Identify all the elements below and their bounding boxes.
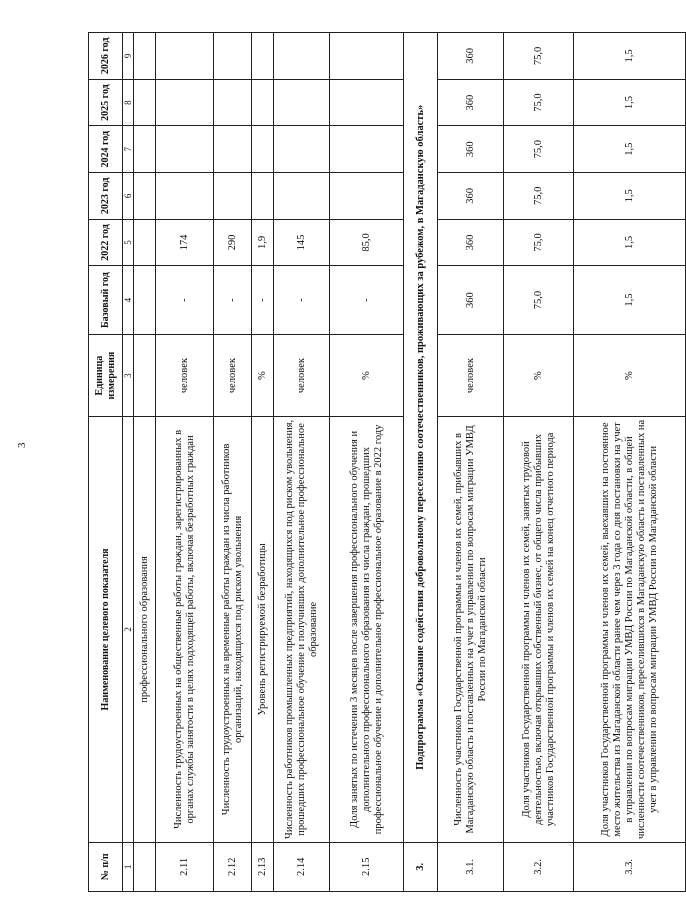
- cell-base: 360: [438, 266, 504, 335]
- cell-y2022: 360: [438, 219, 504, 266]
- cell-base: -: [214, 266, 252, 335]
- indicator-table-rotated: [88, 32, 659, 892]
- cell-unit: человек: [274, 334, 330, 416]
- cell-y2024: [274, 126, 330, 173]
- cell-base: 75,0: [504, 266, 574, 335]
- header-name: Наименование целевого показателя: [89, 417, 123, 842]
- cell-y2022: 145: [274, 219, 330, 266]
- cell-y2023: [274, 173, 330, 220]
- header-2024: 2024 год: [89, 126, 123, 173]
- cell-y2025: [274, 79, 330, 126]
- cell-y2026: 360: [438, 33, 504, 80]
- cell-y2026: [274, 33, 330, 80]
- cell-unit: %: [252, 334, 274, 416]
- cell-name: Численность трудоустроенных на общественные работы граждан, зарегистрированных в органах службы занятости в целях подходящей работы, включая безработных граждан: [156, 417, 214, 842]
- cell-num: 3.2.: [504, 842, 574, 891]
- cell-y2023: [330, 173, 404, 220]
- table-row: [574, 33, 686, 892]
- table-row: [214, 33, 252, 892]
- cell-y2024: [134, 126, 156, 173]
- indicator-table: [88, 32, 686, 892]
- header-num: № п/п: [89, 842, 123, 891]
- cell-base: [134, 266, 156, 335]
- col-number: 5: [123, 219, 134, 266]
- cell-y2022: 75,0: [504, 219, 574, 266]
- cell-y2025: [214, 79, 252, 126]
- cell-y2022: 85,0: [330, 219, 404, 266]
- cell-num: [134, 842, 156, 891]
- cell-num: 3.1.: [438, 842, 504, 891]
- col-number: 2: [123, 417, 134, 842]
- cell-unit: %: [504, 334, 574, 416]
- header-row: [89, 33, 123, 892]
- cell-y2026: [252, 33, 274, 80]
- cell-y2024: [156, 126, 214, 173]
- cell-y2023: [252, 173, 274, 220]
- cell-y2024: [214, 126, 252, 173]
- header-base: Базовый год: [89, 266, 123, 335]
- header-2026: 2026 год: [89, 33, 123, 80]
- cell-y2023: [156, 173, 214, 220]
- cell-y2025: [156, 79, 214, 126]
- col-number: 1: [123, 842, 134, 891]
- subprogram-row: [404, 33, 438, 892]
- table-row: [252, 33, 274, 892]
- cell-num: 3.: [404, 842, 438, 891]
- col-number: 6: [123, 173, 134, 220]
- cell-y2025: 75,0: [504, 79, 574, 126]
- header-unit: Единица измерения: [89, 334, 123, 416]
- header-2023: 2023 год: [89, 173, 123, 220]
- cell-y2024: 75,0: [504, 126, 574, 173]
- cell-base: 1,5: [574, 266, 686, 335]
- cell-base: -: [330, 266, 404, 335]
- page-number: 3: [16, 442, 28, 448]
- col-number: 9: [123, 33, 134, 80]
- cell-y2022: 1,5: [574, 219, 686, 266]
- cell-base: -: [156, 266, 214, 335]
- cell-unit: человек: [438, 334, 504, 416]
- cell-y2023: 1,5: [574, 173, 686, 220]
- col-number: 8: [123, 79, 134, 126]
- cell-name: Уровень регистрируемой безработицы: [252, 417, 274, 842]
- cell-num: 2.11: [156, 842, 214, 891]
- cell-unit: %: [330, 334, 404, 416]
- header-2022: 2022 год: [89, 219, 123, 266]
- cell-unit: человек: [214, 334, 252, 416]
- table-body: [134, 33, 686, 892]
- cell-y2024: [252, 126, 274, 173]
- cell-name: Доля участников Государственной программы и членов их семей, выехавших на постоянное место жительства из Магаданской области ранее чем через 3 года со дня постановки на учет в управлении по вопросам миграции УМВД России по Магаданской области, в общей численности соотечественников, переселившихся в Магаданскую область и поставленных на учет в управлении по вопросам миграции УМВД России по Магаданской области: [574, 417, 686, 842]
- cell-num: 2.14: [274, 842, 330, 891]
- column-number-row: [123, 33, 134, 892]
- cell-unit: человек: [156, 334, 214, 416]
- cell-num: 2.13: [252, 842, 274, 891]
- cell-unit: %: [574, 334, 686, 416]
- cell-y2023: 75,0: [504, 173, 574, 220]
- cell-y2024: 360: [438, 126, 504, 173]
- cell-y2025: 1,5: [574, 79, 686, 126]
- cell-num: 2.15: [330, 842, 404, 891]
- cell-y2024: 1,5: [574, 126, 686, 173]
- cell-y2023: [214, 173, 252, 220]
- table-row: [134, 33, 156, 892]
- cell-y2025: [330, 79, 404, 126]
- table-row: [438, 33, 504, 892]
- cell-base: -: [252, 266, 274, 335]
- cell-y2025: [134, 79, 156, 126]
- table-row: [274, 33, 330, 892]
- cell-unit: [134, 334, 156, 416]
- cell-name: Численность участников Государственной программы и членов их семей, прибывших в Магаданскую область и поставленных на учет в управлении по вопросам миграции УМВД России по Магаданской области: [438, 417, 504, 842]
- header-2025: 2025 год: [89, 79, 123, 126]
- cell-num: 2.12: [214, 842, 252, 891]
- cell-y2024: [330, 126, 404, 173]
- table-row: [156, 33, 214, 892]
- cell-y2026: 75,0: [504, 33, 574, 80]
- col-number: 4: [123, 266, 134, 335]
- cell-y2022: 1,9: [252, 219, 274, 266]
- cell-name: Доля участников Государственной программы и членов их семей, занятых трудовой деятельностью, включая открывших собственный бизнес, от общего числа прибывших участников Государственной программы и членов их семей на конец отчетного периода: [504, 417, 574, 842]
- cell-y2025: [252, 79, 274, 126]
- cell-y2026: [330, 33, 404, 80]
- cell-y2025: 360: [438, 79, 504, 126]
- col-number: 3: [123, 334, 134, 416]
- cell-base: -: [274, 266, 330, 335]
- cell-name: Численность работников промышленных предприятий, находящихся под риском увольнения, прошедших профессиональное обучение и получивших дополнительное профессиональное образование: [274, 417, 330, 842]
- cell-num: 3.3.: [574, 842, 686, 891]
- cell-name: профессионального образования: [134, 417, 156, 842]
- cell-y2023: 360: [438, 173, 504, 220]
- cell-y2026: [156, 33, 214, 80]
- cell-name: Доля занятых по истечении 3 месяцев после завершения профессионального обучения и дополнительного профессионального образования из числа граждан, прошедших профессиональное обучение и дополнительное профессиональное образование в 2022 году: [330, 417, 404, 842]
- cell-y2026: [134, 33, 156, 80]
- col-number: 7: [123, 126, 134, 173]
- cell-y2022: [134, 219, 156, 266]
- cell-y2026: [214, 33, 252, 80]
- cell-name: Численность трудоустроенных на временные работы граждан из числа работников организаций, находящихся под риском увольнения: [214, 417, 252, 842]
- subprogram-title: Подпрограмма «Оказание содействия добровольному переселению соотечественников, проживающих за рубежом, в Магаданскую область»: [404, 33, 438, 843]
- cell-y2022: 174: [156, 219, 214, 266]
- cell-y2022: 290: [214, 219, 252, 266]
- table-row: [504, 33, 574, 892]
- table-row: [330, 33, 404, 892]
- cell-y2026: 1,5: [574, 33, 686, 80]
- cell-y2023: [134, 173, 156, 220]
